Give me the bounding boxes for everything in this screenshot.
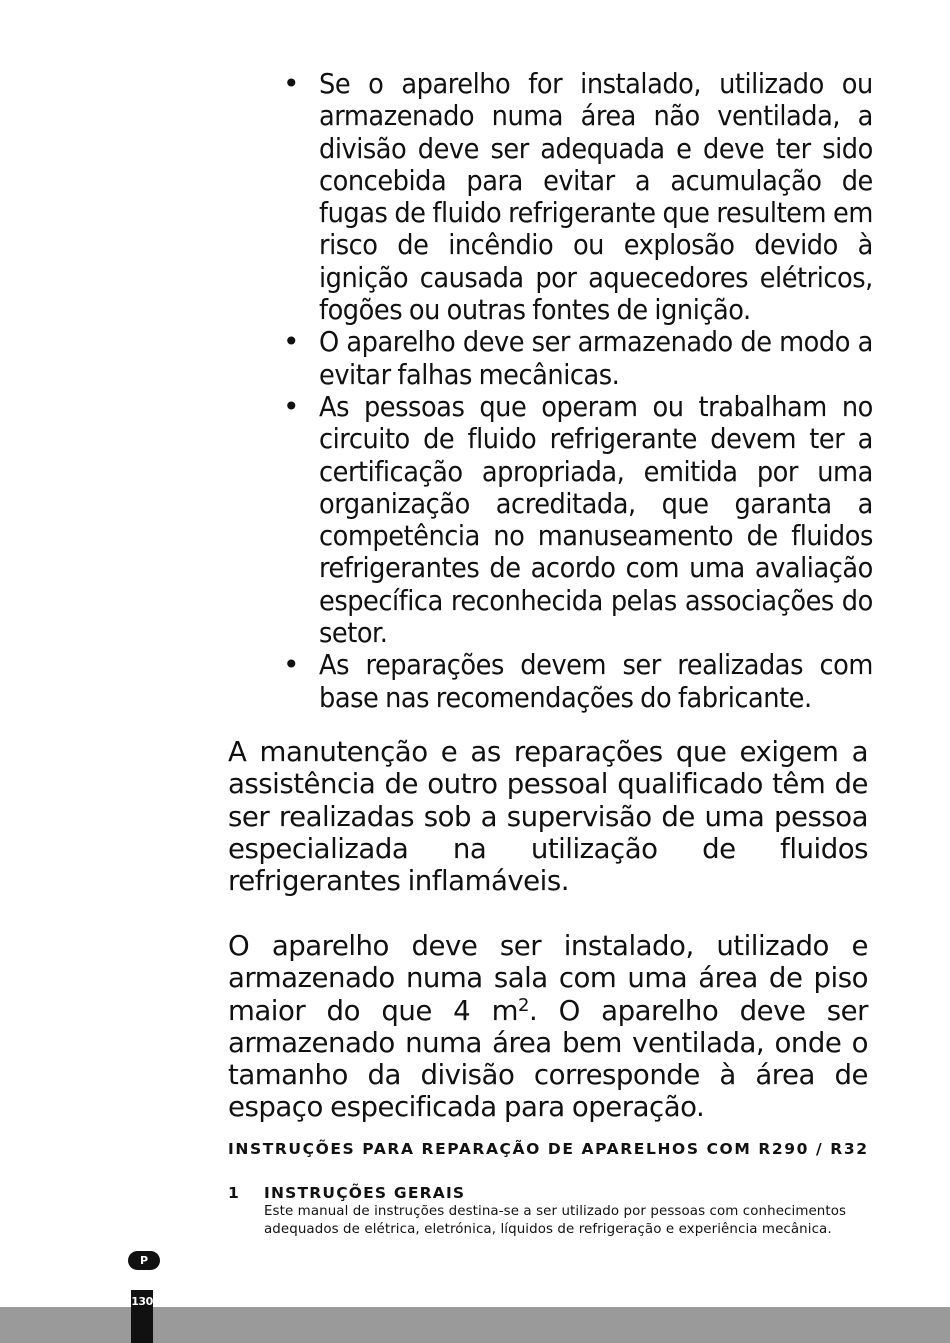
language-badge: P <box>128 1251 160 1270</box>
bullet-text: O aparelho deve ser armazenado de modo a evitar falhas mecânicas. <box>319 325 873 391</box>
bullet-item <box>283 649 873 714</box>
maintenance-paragraph: A manutenção e as reparações que exigem a assistência de outro pessoal qualificado têm de ser realizadas sob a supervisão de uma pessoa especializada na utilização de fluidos refrigerantes inflamáveis. <box>228 735 868 898</box>
section-number: 1 <box>228 1184 239 1202</box>
bullet-dot: • <box>283 67 300 100</box>
installation-area-paragraph <box>228 930 868 1124</box>
section-title: INSTRUÇÕES GERAIS <box>264 1184 466 1202</box>
bullet-dot: • <box>283 389 300 423</box>
bullet-item <box>283 68 873 326</box>
bullet-item <box>283 391 873 649</box>
bullet-dot: • <box>283 325 300 359</box>
safety-bullet-list <box>283 68 873 714</box>
bullet-text: Se o aparelho for instalado, utilizado ou armazenado numa área não ventilada, a divisão deve ser adequada e deve ter sido concebida para evitar a acumulação de fugas de fluido refrigerante que resultem em risco de incêndio ou explosão devido à ignição causada por aquecedores elétricos, fogões ou outras fontes de ignição. <box>319 67 873 327</box>
section-body: Este manual de instruções destina-se a ser utilizado por pessoas com conhecimentos adequados de elétrica, eletrónica, líquidos de refrigeração e experiência mecânica. <box>264 1204 847 1237</box>
bullet-text: As reparações devem ser realizadas com base nas recomendações do fabricante. <box>319 648 873 714</box>
bullet-text: As pessoas que operam ou trabalham no circuito de fluido refrigerante devem ter a certificação apropriada, emitida por uma organização acreditada, que garanta a competência no manuseamento de fluidos refrigerantes de acordo com uma avaliação específica reconhecida pelas associações do setor. <box>319 389 873 650</box>
bullet-item <box>283 326 873 391</box>
area-text-after: . O aparelho deve ser armazenado numa área bem ventilada, onde o tamanho da divisão corresponde à área de espaço especificada para operação. <box>228 993 868 1124</box>
area-text-before: O aparelho deve ser instalado, utilizado e armazenado numa sala com uma área de piso maior do que 4 m <box>228 929 868 1027</box>
page-number: 130 <box>131 1290 153 1343</box>
repair-instructions-heading: INSTRUÇÕES PARA REPARAÇÃO DE APARELHOS COM R290 / R32 <box>228 1140 869 1158</box>
area-superscript: 2 <box>517 994 529 1016</box>
bullet-dot: • <box>283 648 300 682</box>
